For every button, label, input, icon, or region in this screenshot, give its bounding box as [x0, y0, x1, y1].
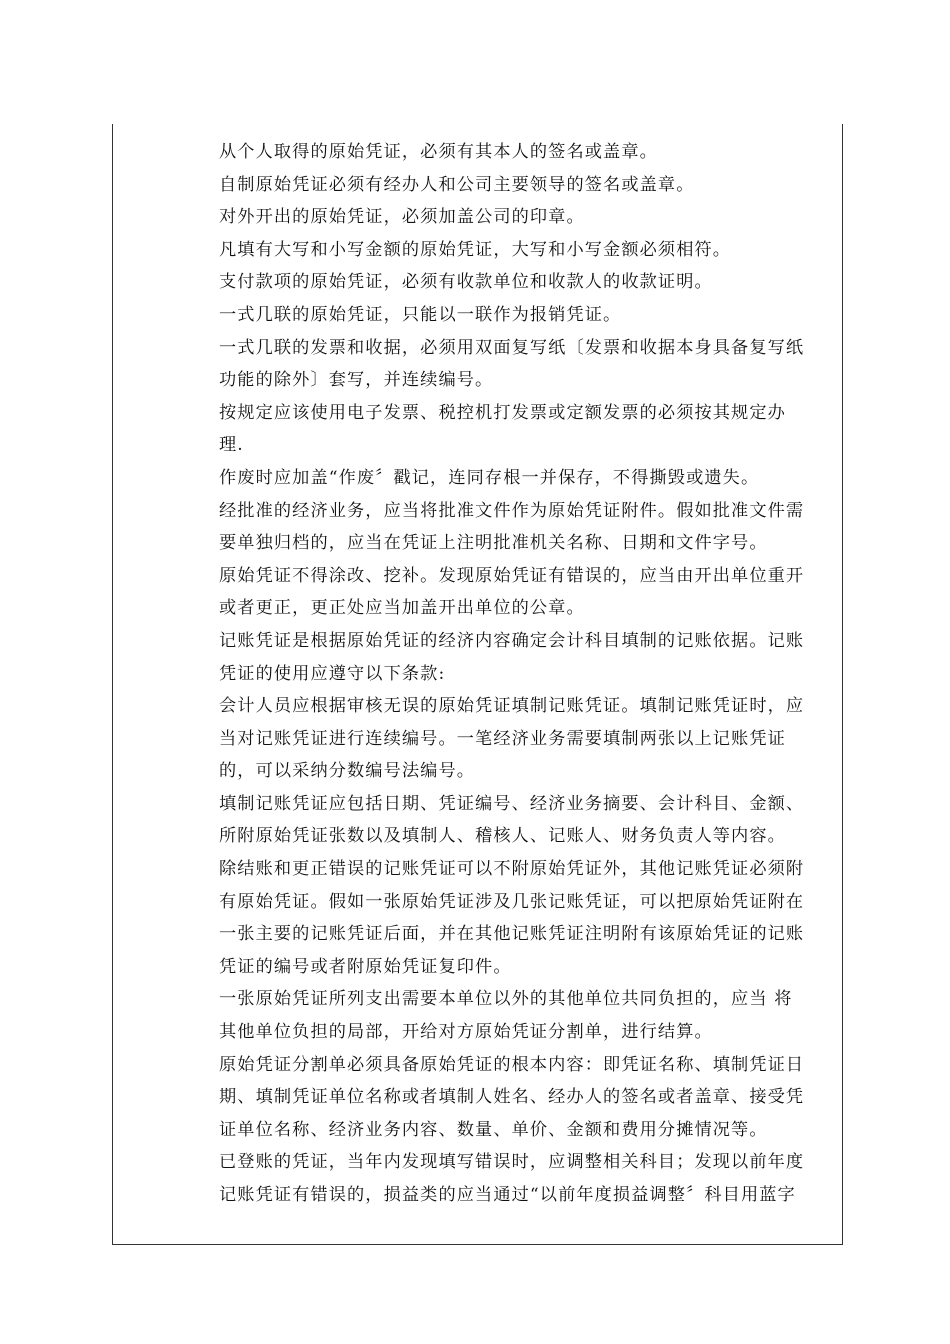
- paragraph: [219, 560, 847, 625]
- text-line: 功能的除外〕套写，并连续编号。: [219, 370, 494, 391]
- paragraph: [219, 299, 847, 332]
- document-body: [219, 136, 847, 1212]
- paragraph: [219, 690, 847, 788]
- text-line: 填制记账凭证应包括日期、凭证编号、经济业务摘要、会计科目、金额、: [219, 793, 805, 814]
- text-line: 记账凭证是根据原始凭证的经济内容确定会计科目填制的记账依据。记账: [219, 630, 805, 651]
- text-line: 对外开出的原始凭证，必须加盖公司的印章。: [219, 207, 585, 228]
- paragraph: [219, 169, 847, 202]
- text-line: 已登账的凭证，当年内发现填写错误时，应调整相关科目；发现以前年度: [219, 1152, 805, 1173]
- text-line: 除结账和更正错误的记账凭证可以不附原始凭证外，其他记账凭证必须附: [219, 859, 805, 880]
- text-line: 的，可以采纳分数编号法编号。: [219, 761, 476, 782]
- text-line: 自制原始凭证必须有经办人和公司主要领导的签名或盖章。: [219, 174, 695, 195]
- paragraph: [219, 853, 847, 983]
- text-line: 记账凭证有错误的，损益类的应当通过“以前年度损益调整〞科目用蓝字: [219, 1185, 796, 1205]
- paragraph: [219, 201, 847, 234]
- text-line: 一式几联的原始凭证，只能以一联作为报销凭证。: [219, 304, 622, 325]
- paragraph: [219, 1049, 847, 1147]
- text-line: 所附原始凭证张数以及填制人、稽核人、记账人、财务负责人等内容。: [219, 826, 786, 847]
- text-line: 会计人员应根据审核无误的原始凭证填制记账凭证。填制记账凭证时，应: [219, 696, 805, 717]
- text-line: 或者更正，更正处应当加盖开出单位的公章。: [219, 598, 585, 619]
- text-line: 经批准的经济业务，应当将批准文件作为原始凭证附件。假如批准文件需: [219, 500, 805, 521]
- text-line: 一式几联的发票和收据，必须用双面复写纸〔发票和收据本身具备复写纸: [219, 337, 805, 358]
- text-line: 其他单位负担的局部，开给对方原始凭证分割单，进行结算。: [219, 1022, 713, 1043]
- paragraph: [219, 983, 847, 1048]
- paragraph: [219, 1146, 847, 1211]
- text-line: 一张原始凭证所列支出需要本单位以外的其他单位共同负担的，应当 将: [219, 989, 793, 1010]
- text-line: 凭证的编号或者附原始凭证复印件。: [219, 956, 512, 977]
- text-line: 期、填制凭证单位名称或者填制人姓名、经办人的签名或者盖章、接受凭: [219, 1087, 805, 1108]
- paragraph: [219, 788, 847, 853]
- text-line: 原始凭证不得涂改、挖补。发现原始凭证有错误的，应当由开出单位重开: [219, 565, 805, 586]
- text-line: 有原始凭证。假如一张原始凭证涉及几张记账凭证，可以把原始凭证附在: [219, 891, 805, 912]
- paragraph: [219, 266, 847, 299]
- text-line: 证单位名称、经济业务内容、数量、单价、金额和费用分摊情况等。: [219, 1119, 768, 1140]
- text-line: 凡填有大写和小写金额的原始凭证，大写和小写金额必须相符。: [219, 239, 732, 260]
- paragraph: [219, 462, 847, 495]
- text-line: 支付款项的原始凭证，必须有收款单位和收款人的收款证明。: [219, 272, 713, 293]
- text-line: 理.: [219, 435, 244, 456]
- text-line: 一张主要的记账凭证后面，并在其他记账凭证注明附有该原始凭证的记账: [219, 924, 805, 945]
- paragraph: [219, 234, 847, 267]
- text-line: 要单独归档的，应当在凭证上注明批准机关名称、日期和文件字号。: [219, 533, 768, 554]
- paragraph: [219, 136, 847, 169]
- paragraph: [219, 397, 847, 462]
- paragraph: [219, 625, 847, 690]
- text-line: 当对记账凭证进行连续编号。一笔经济业务需要填制两张以上记账凭证: [219, 728, 786, 749]
- text-line: 原始凭证分割单必须具备原始凭证的根本内容：即凭证名称、填制凭证日: [219, 1054, 805, 1075]
- text-line: 作废时应加盖“作废〞戳记，连同存根一并保存，不得撕毁或遗失。: [219, 467, 760, 488]
- text-line: 凭证的使用应遵守以下条款:: [219, 663, 446, 684]
- text-line: 按规定应该使用电子发票、税控机打发票或定额发票的必须按其规定办: [219, 402, 786, 423]
- text-line: 从个人取得的原始凭证，必须有其本人的签名或盖章。: [219, 142, 658, 162]
- paragraph: [219, 495, 847, 560]
- paragraph: [219, 332, 847, 397]
